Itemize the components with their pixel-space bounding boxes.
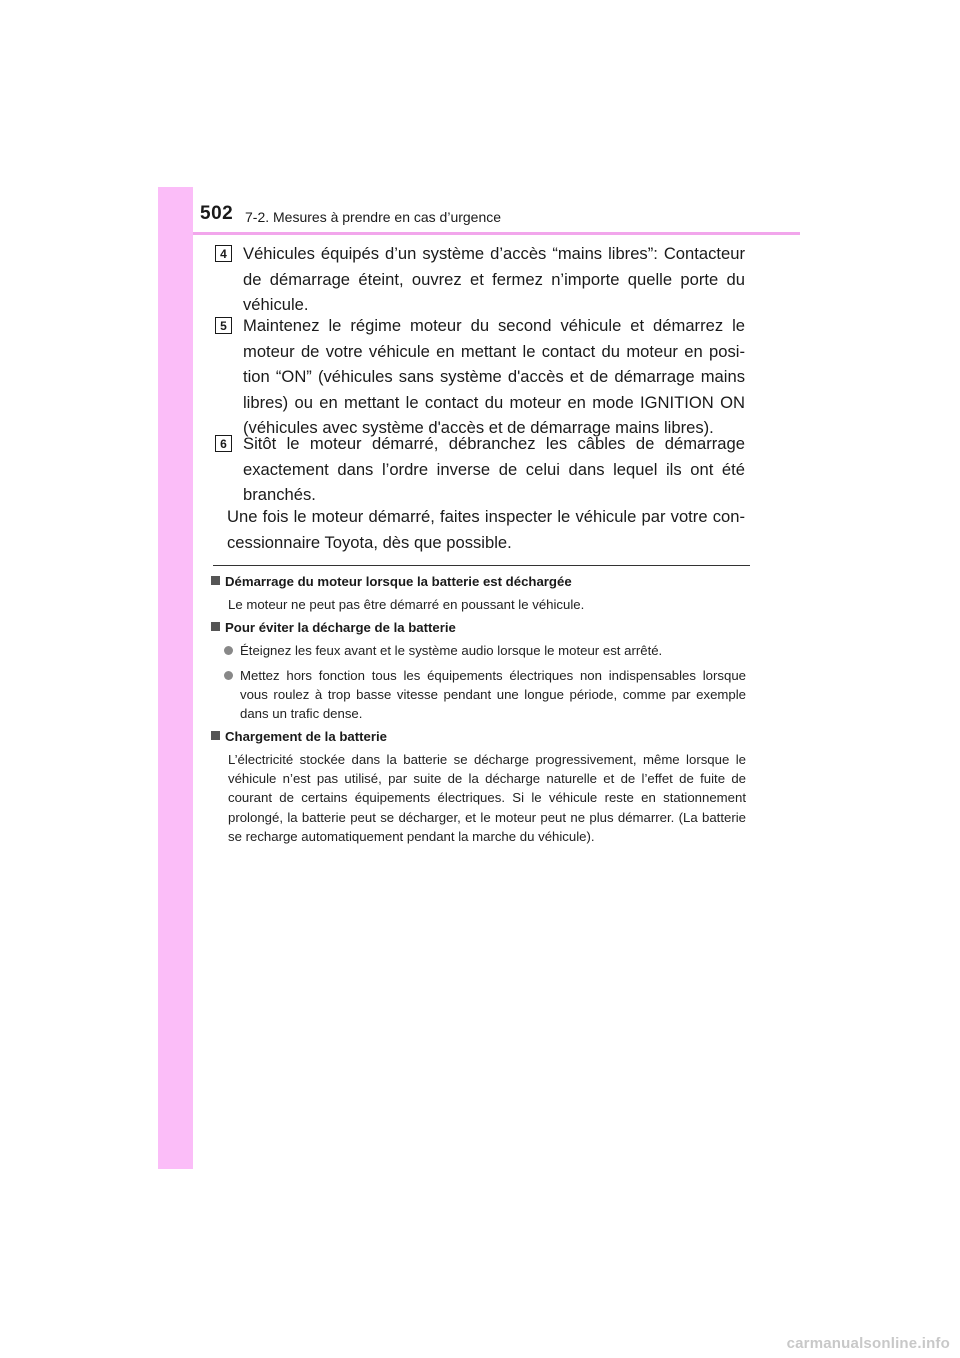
round-bullet-icon: [224, 646, 233, 655]
closing-paragraph: Une fois le moteur démarré, faites inspecter le véhicule par votre con-cessionnaire Toyota, dès que possible.: [227, 507, 745, 552]
note-heading: Chargement de la batterie: [211, 729, 387, 744]
note-text: Le moteur ne peut pas être démarré en poussant le véhicule.: [228, 597, 585, 612]
section-title: 7-2. Mesures à prendre en cas d’urgence: [245, 209, 502, 225]
step-number-badge: 6: [215, 435, 232, 452]
step-number-badge: 5: [215, 317, 232, 334]
note-text: L’électricité stockée dans la batterie se décharge progressivement, même lorsque le véhicule n’est pas utilisé, par suite de la décharge naturelle et de l’effet de fuite de courant de certains équipements électriques. Si le véhicule reste en stationnement prolongé, la batterie peut se décharger, et le moteur peut ne plus démarrer. (La batterie se recharge automatiquement pendant la marche du véhicule).: [228, 752, 746, 844]
square-bullet-icon: [211, 622, 220, 631]
step-6: [215, 431, 745, 508]
step-4: [215, 241, 745, 318]
header-rule: [193, 232, 800, 235]
step-text: Maintenez le régime moteur du second véhicule et démarrez le moteur de votre véhicule en mettant le contact du moteur en posi-tion “ON” (véhicules sans système d'accès et de démarrage mains libres) ou en mettant le contact du moteur en mode IGNITION ON (véhicules avec système d'accès et de démarrage mains libres).: [243, 316, 745, 438]
step-number-badge: 4: [215, 245, 232, 262]
step-5: [215, 313, 745, 441]
square-bullet-icon: [211, 576, 220, 585]
list-item: Éteignez les feux avant et le système audio lorsque le moteur est arrêté.: [224, 641, 746, 660]
round-bullet-icon: [224, 671, 233, 680]
note-heading: Démarrage du moteur lorsque la batterie est déchargée: [211, 574, 572, 589]
square-bullet-icon: [211, 731, 220, 740]
watermark: carmanualsonline.info: [786, 1335, 950, 1352]
note-heading: Pour éviter la décharge de la batterie: [211, 620, 456, 635]
step-text: Véhicules équipés d’un système d’accès “mains libres”: Contacteur de démarrage éteint, ouvrez et fermez n’importe quelle porte du véhicule.: [243, 244, 745, 315]
side-color-band: [158, 187, 193, 1169]
step-text: Sitôt le moteur démarré, débranchez les câbles de démarrage exactement dans l’ordre inverse de celui dans lequel ils ont été branchés.: [243, 434, 745, 505]
list-item: Mettez hors fonction tous les équipements électriques non indispensables lorsque vous roulez à trop basse vitesse pendant une longue période, comme par exemple dans un trafic dense.: [224, 666, 746, 724]
notes-divider: [213, 565, 750, 566]
page-number: 502: [200, 203, 234, 224]
